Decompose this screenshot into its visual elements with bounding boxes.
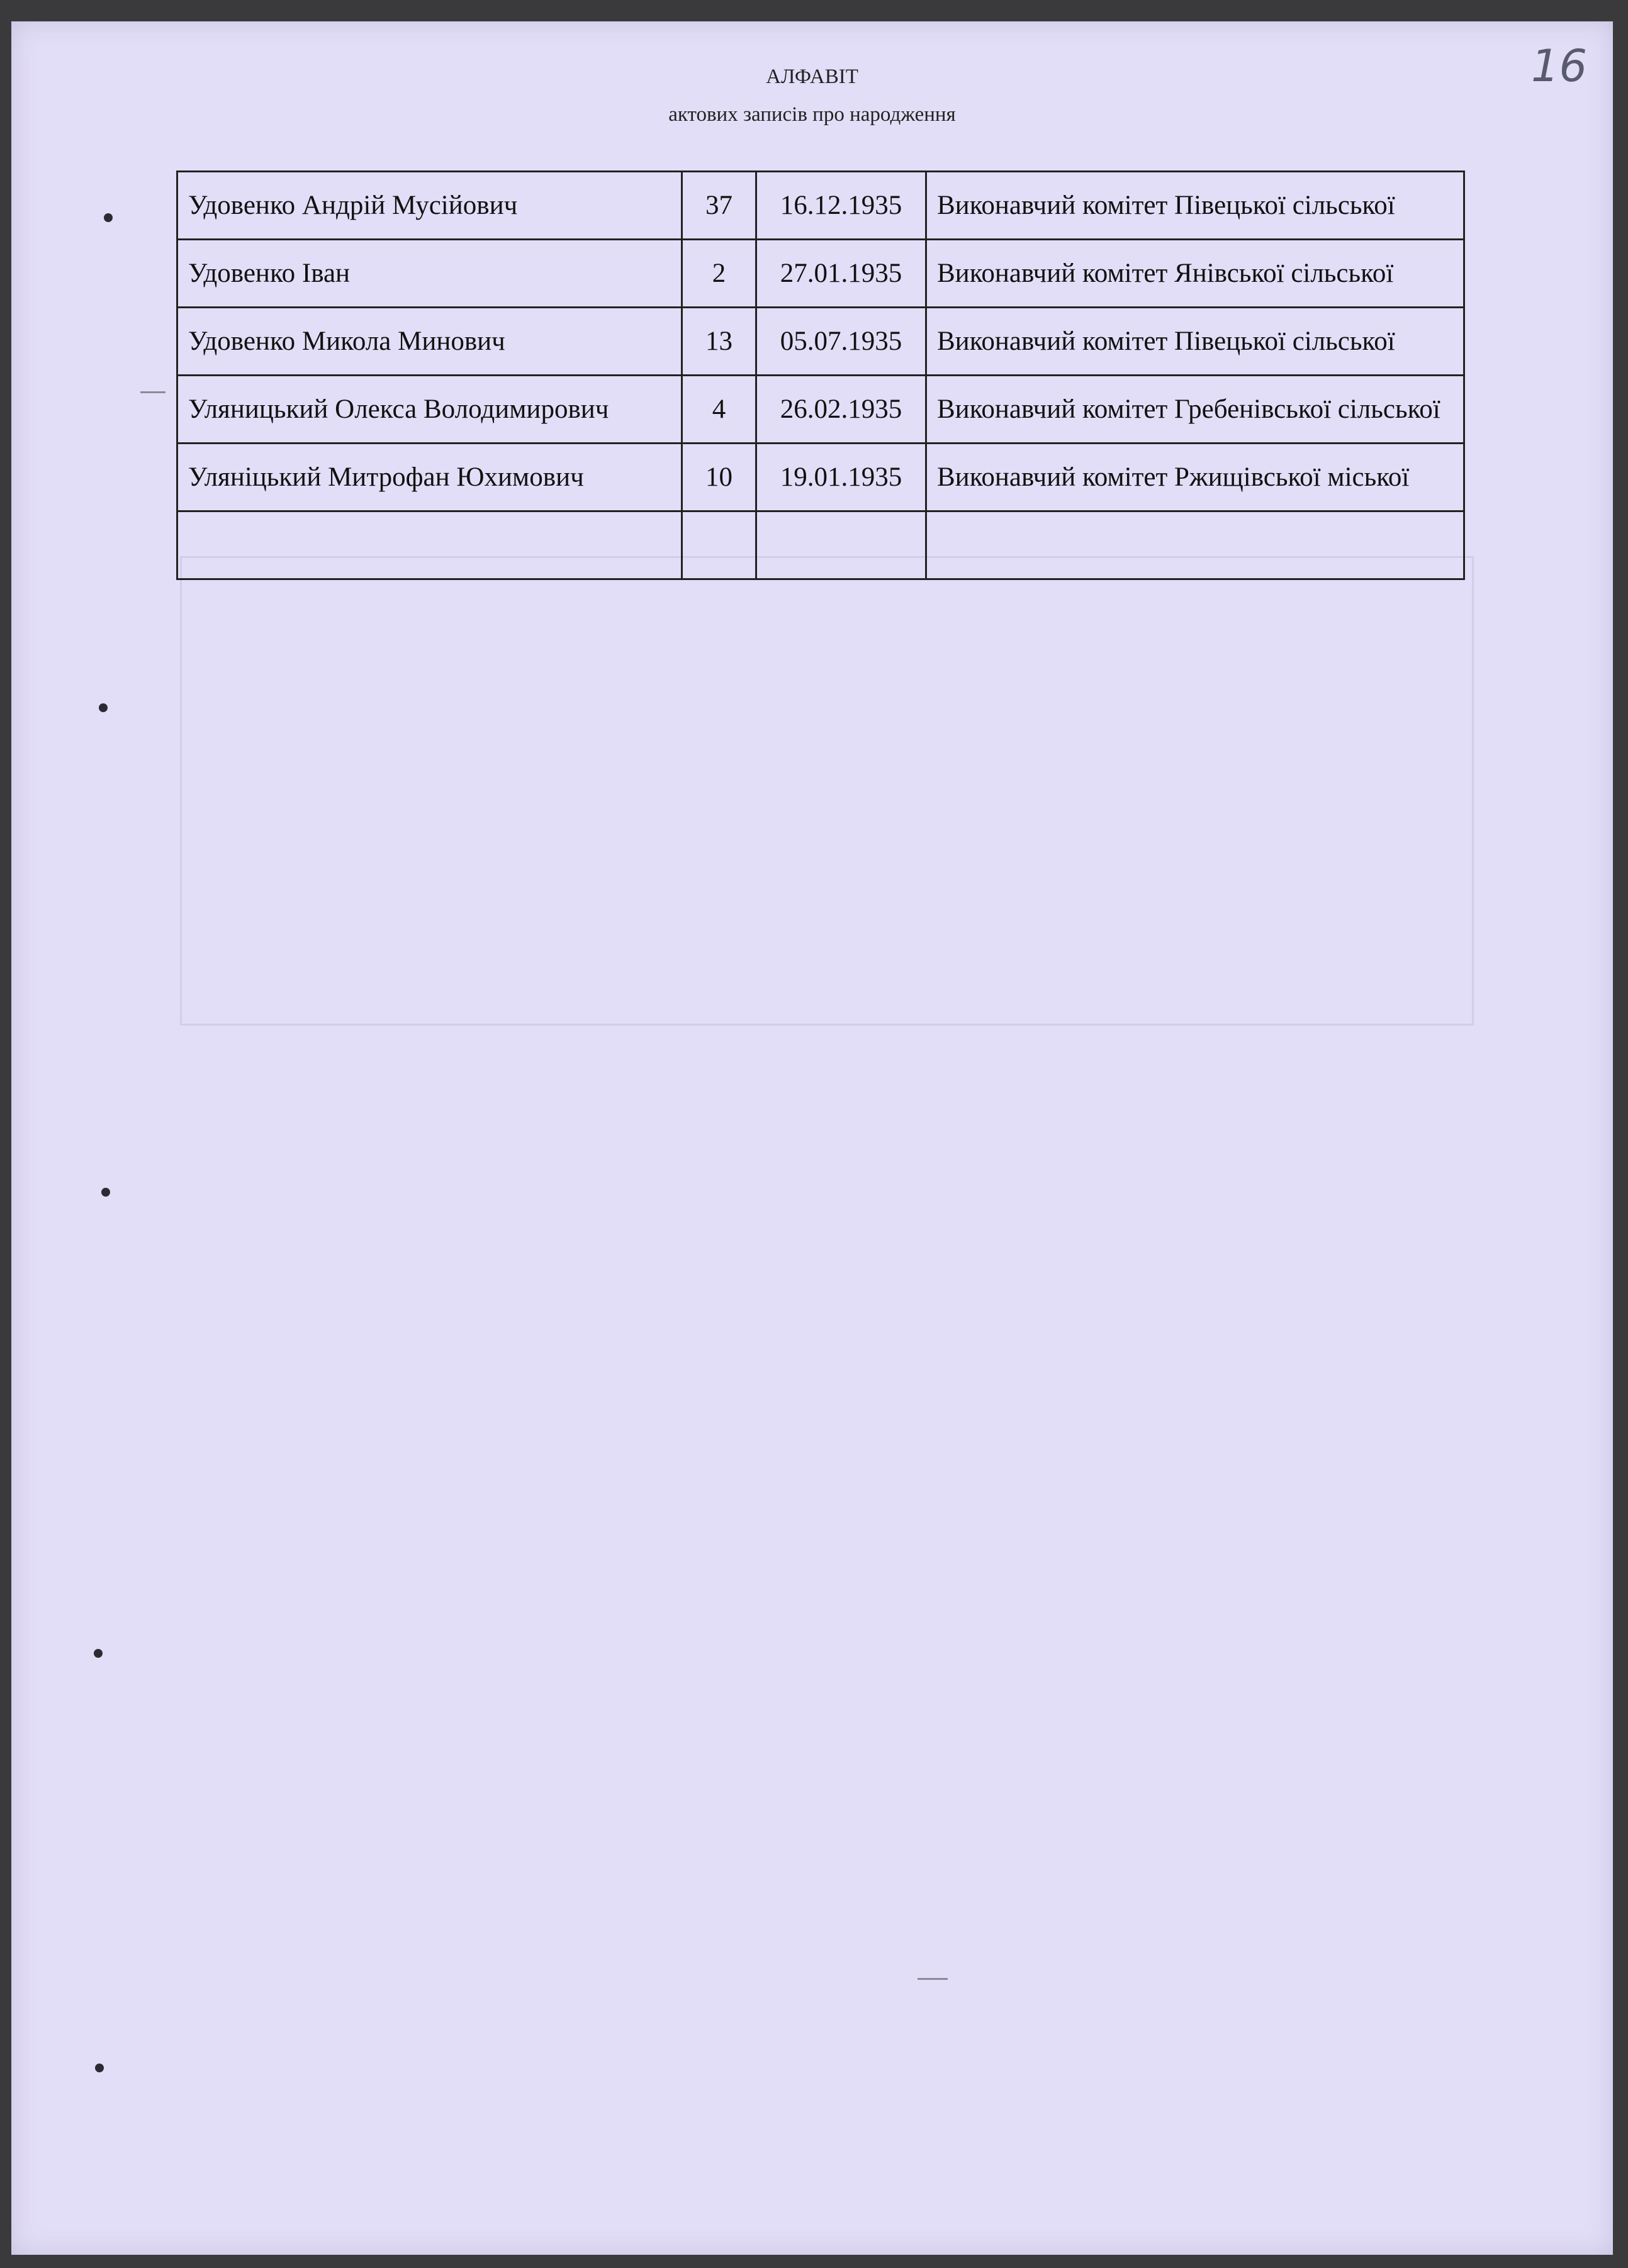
document-sheet: [11, 21, 1613, 2255]
date-cell: 19.01.1935: [756, 444, 926, 511]
name-cell: Уляніцький Митрофан Юхимович: [177, 444, 682, 511]
bleed-through-shadow: [180, 556, 1474, 1025]
table-row-empty: [177, 511, 1464, 579]
authority-cell: Виконавчий комітет Гребенівської сільської: [926, 376, 1464, 444]
authority-cell: Виконавчий комітет Янівської сільської: [926, 240, 1464, 308]
record-number-cell: [682, 511, 756, 579]
date-cell: [756, 511, 926, 579]
date-cell: 26.02.1935: [756, 376, 926, 444]
scan-mark: [140, 391, 166, 393]
date-cell: 16.12.1935: [756, 172, 926, 240]
page-number: 16: [1531, 40, 1588, 92]
table-row: [177, 376, 1464, 444]
punch-hole: [94, 1649, 103, 1658]
table-row: [177, 172, 1464, 240]
name-cell: Удовенко Іван: [177, 240, 682, 308]
records-table: [176, 170, 1465, 580]
document-title: АЛФАВІТ: [766, 65, 858, 88]
record-number-cell: 10: [682, 444, 756, 511]
authority-cell: Виконавчий комітет Ржищівської міської: [926, 444, 1464, 511]
punch-hole: [95, 2064, 104, 2072]
record-number-cell: 4: [682, 376, 756, 444]
record-number-cell: 13: [682, 308, 756, 376]
record-number-cell: 37: [682, 172, 756, 240]
authority-cell: [926, 511, 1464, 579]
authority-cell: Виконавчий комітет Півецької сільської: [926, 172, 1464, 240]
table-row: [177, 444, 1464, 511]
authority-cell: Виконавчий комітет Півецької сільської: [926, 308, 1464, 376]
date-cell: 27.01.1935: [756, 240, 926, 308]
punch-hole: [104, 213, 113, 222]
table-row: [177, 308, 1464, 376]
table-row: [177, 240, 1464, 308]
name-cell: [177, 511, 682, 579]
name-cell: Удовенко Андрій Мусійович: [177, 172, 682, 240]
record-number-cell: 2: [682, 240, 756, 308]
scan-mark: [918, 1978, 948, 1980]
name-cell: Удовенко Микола Минович: [177, 308, 682, 376]
punch-hole: [101, 1188, 110, 1197]
name-cell: Уляницький Олекса Володимирович: [177, 376, 682, 444]
punch-hole: [99, 703, 108, 712]
document-subtitle: актових записів про народження: [668, 103, 956, 126]
date-cell: 05.07.1935: [756, 308, 926, 376]
